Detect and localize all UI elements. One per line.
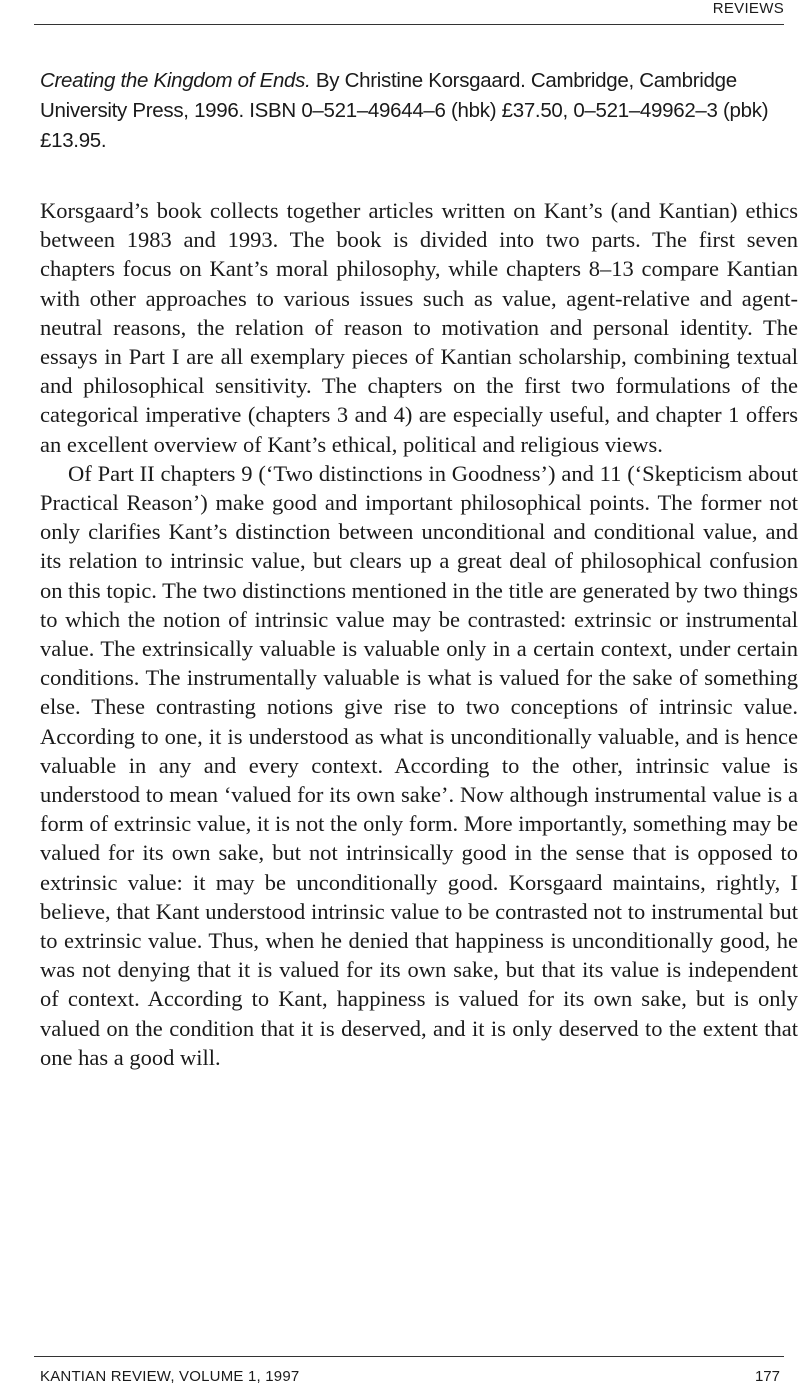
book-title: Creating the Kingdom of Ends. bbox=[40, 69, 311, 92]
journal-citation: KANTIAN REVIEW, VOLUME 1, 1997 bbox=[40, 1368, 300, 1385]
footer-rule bbox=[34, 1356, 784, 1357]
page-footer bbox=[0, 1356, 800, 1392]
page-number: 177 bbox=[754, 1368, 780, 1385]
paragraph-1: Korsgaard’s book collects together articles written on Kant’s (and Kantian) ethics between 1983 and 1993. The book is divided into two parts. The first seven chapters focus on Kant’s moral philosophy, while chapters 8–13 compare Kantian with other approaches to various issues such as value, agent-relative and agent-neutral reasons, the relation of reason to motivation and personal identity. The essays in Part I are all exemplary pieces of Kantian scholarship, combining textual and philosophical sensitivity. The chapters on the first two formulations of the categorical imperative (chapters 3 and 4) are especially useful, and chapter 1 offers an excellent overview of Kant’s ethical, political and religious views. bbox=[40, 198, 798, 457]
paragraph-2: Of Part II chapters 9 (‘Two distinctions in Goodness’) and 11 (‘Skepticism about Practical Reason’) make good and important philosophical points. The former not only clarifies Kant’s distinction between unconditional and conditional value, and its relation to intrinsic value, but clears up a great deal of philosophical confusion on this topic. The two distinctions mentioned in the title are generated by two things to which the notion of intrinsic value may be contrasted: extrinsic or instrumental value. The extrinsically valuable is valuable only in a certain context, under certain conditions. The instrumentally valuable is what is valued for the sake of something else. These contrasting notions give rise to two conceptions of intrinsic value. According to one, it is understood as what is unconditionally valuable, and is hence valuable in any and every context. According to the other, intrinsic value is understood to mean ‘valued for its own sake’. Now although instrumental value is a form of extrinsic value, it is not the only form. More importantly, something may be valued for its own sake, but not intrinsically good in the sense that is opposed to extrinsic value: it may be unconditionally good. Korsgaard maintains, rightly, I believe, that Kant understood intrinsic value to be contrasted not to instrumental but to extrinsic value. Thus, when he denied that happiness is unconditionally good, he was not denying that it is valued for its own sake, but that its value is independent of context. According to Kant, happiness is valued for its own sake, but is only valued on the condition that it is deserved, and it is only deserved to the extent that one has a good will. bbox=[40, 460, 798, 1070]
running-head-title: REVIEWS bbox=[712, 0, 784, 17]
book-details: By Christine Korsgaard. Cambridge, Cambridge University Press, 1996. ISBN 0–521–49644–6 (hbk) £37.50, 0–521–49962–3 (pbk) £13.95. bbox=[40, 69, 769, 152]
review-body bbox=[40, 196, 798, 1072]
running-head bbox=[0, 0, 800, 26]
book-reference bbox=[40, 66, 800, 156]
header-rule bbox=[34, 24, 784, 25]
